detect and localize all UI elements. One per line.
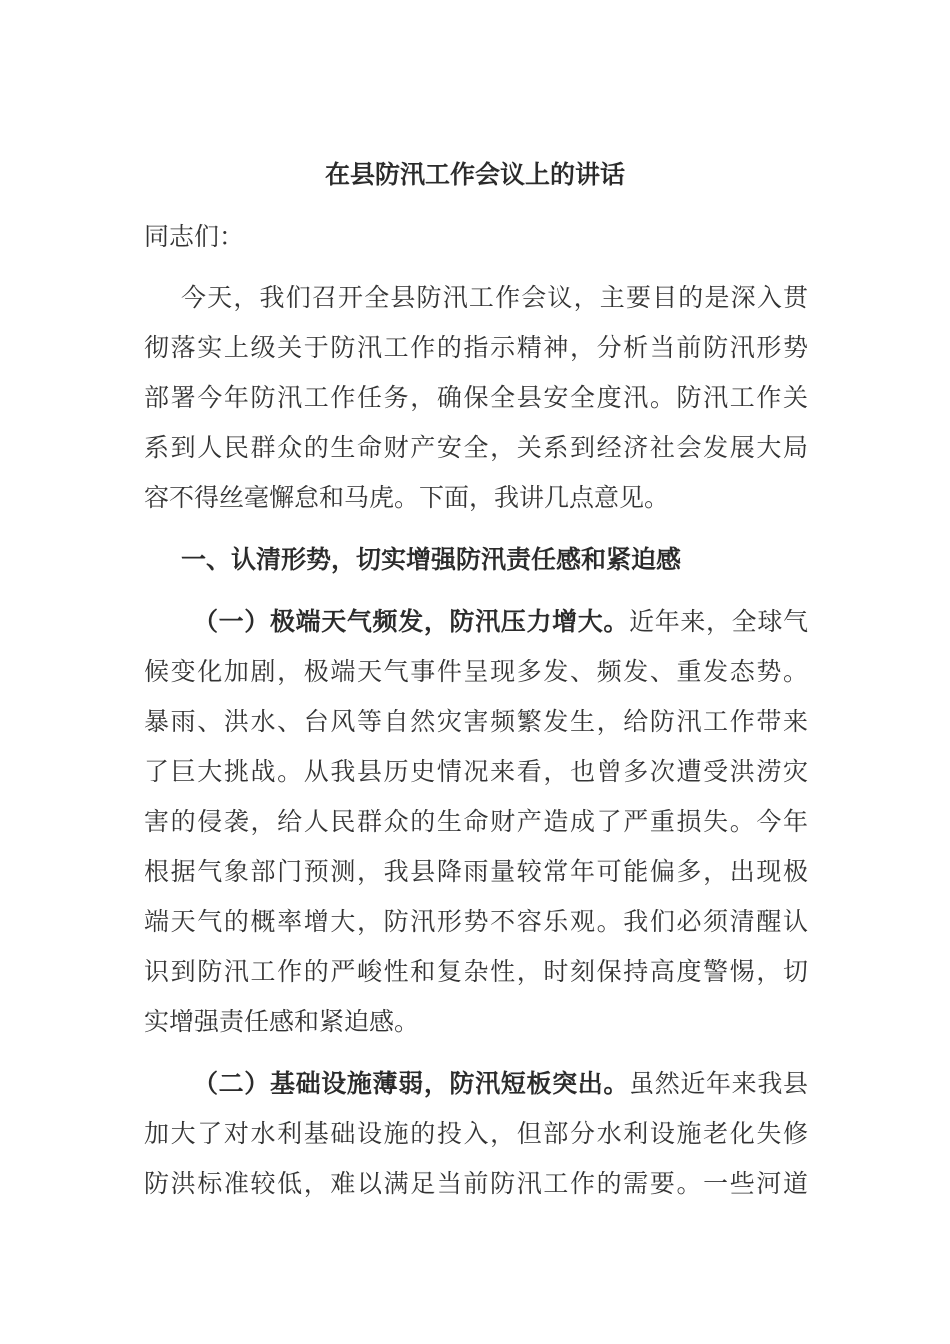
paragraph-line: 候变化加剧，极端天气事件呈现多发、频发、重发态势。 <box>144 657 808 686</box>
paragraph-line: 今天，我们召开全县防汛工作会议，主要目的是深入贯 <box>181 283 808 312</box>
subsection-text: 近年来，全球气 <box>629 607 808 636</box>
subsection-text: 虽然近年来我县 <box>629 1069 808 1098</box>
paragraph-line: 识到防汛工作的严峻性和复杂性，时刻保持高度警惕，切 <box>144 957 808 986</box>
subsection-first-line <box>193 1064 808 1104</box>
paragraph-line: 系到人民群众的生命财产安全，关系到经济社会发展大局 <box>144 433 808 462</box>
paragraph-line: 根据气象部门预测，我县降雨量较常年可能偏多，出现极 <box>144 857 808 886</box>
paragraph-line: 容不得丝毫懈怠和马虎。下面，我讲几点意见。 <box>144 483 670 512</box>
paragraph-line: 实增强责任感和紧迫感。 <box>144 1007 420 1036</box>
subsection-first-line <box>193 602 808 642</box>
paragraph-line: 防洪标准较低，难以满足当前防汛工作的需要。一些河道 <box>144 1169 808 1198</box>
paragraph-line: 了巨大挑战。从我县历史情况来看，也曾多次遭受洪涝灾 <box>144 757 808 786</box>
paragraph-line: 端天气的概率增大，防汛形势不容乐观。我们必须清醒认 <box>144 907 808 936</box>
section-heading: 一、认清形势，切实增强防汛责任感和紧迫感 <box>181 545 682 574</box>
paragraph-line: 害的侵袭，给人民群众的生命财产造成了严重损失。今年 <box>144 807 808 836</box>
salutation: 同志们： <box>144 222 245 251</box>
document-title: 在县防汛工作会议上的讲话 <box>324 160 625 189</box>
subsection-heading: （二）基础设施薄弱，防汛短板突出。 <box>193 1069 630 1098</box>
paragraph-line: 彻落实上级关于防汛工作的指示精神，分析当前防汛形势 <box>144 333 808 362</box>
paragraph-line: 加大了对水利基础设施的投入，但部分水利设施老化失修 <box>144 1119 808 1148</box>
paragraph-line: 部署今年防汛工作任务，确保全县安全度汛。防汛工作关 <box>144 383 808 412</box>
subsection-heading: （一）极端天气频发，防汛压力增大。 <box>193 607 630 636</box>
paragraph-line: 暴雨、洪水、台风等自然灾害频繁发生，给防汛工作带来 <box>144 707 808 736</box>
